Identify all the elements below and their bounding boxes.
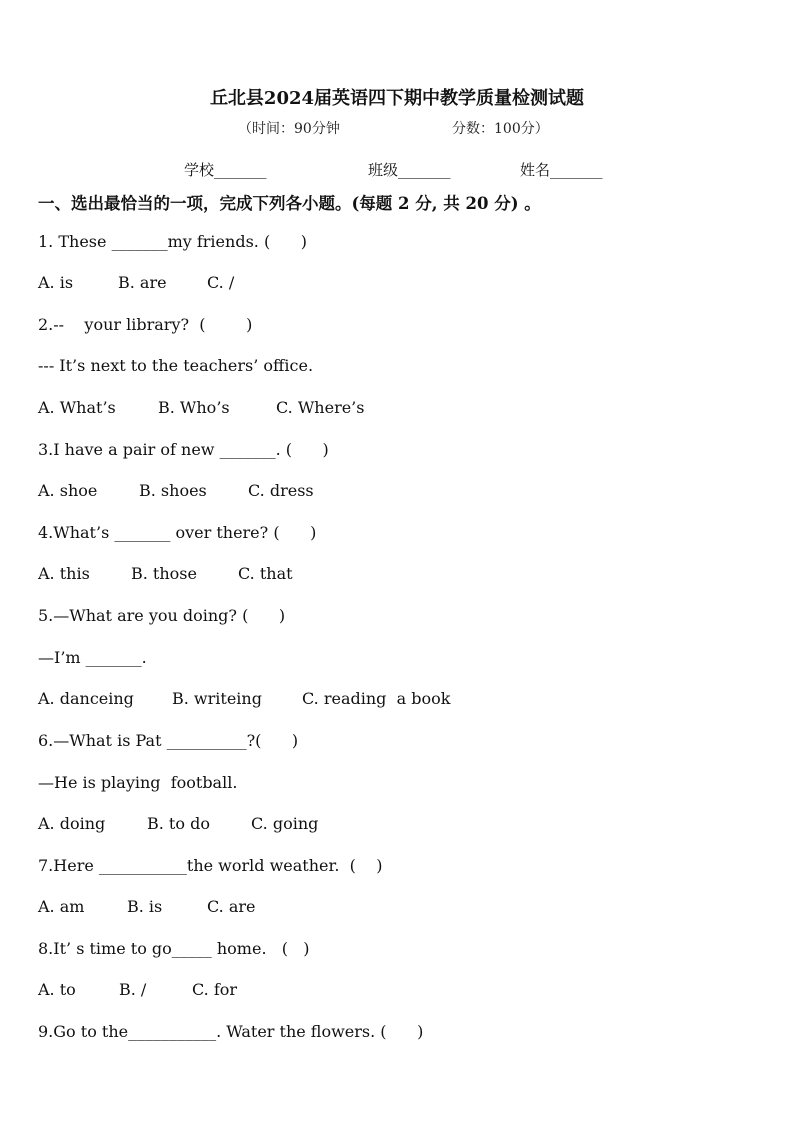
option-c: C. that <box>238 564 293 583</box>
option-a: A. to <box>38 980 76 999</box>
option-b: B. are <box>118 273 167 292</box>
question-9: 9.Go to the___________. Water the flowers. ( ) <box>38 1022 424 1041</box>
option-c: C. dress <box>248 481 314 500</box>
option-a: A. shoe <box>38 481 98 500</box>
question-7-options <box>38 897 778 919</box>
question-2: 2.-- your library? ( ) <box>38 315 253 334</box>
question-1-options <box>38 273 778 295</box>
question-4: 4.What’s _______ over there? ( ) <box>38 523 317 542</box>
option-c: C. for <box>192 980 238 999</box>
option-a: A. doing <box>38 814 106 833</box>
exam-info <box>0 118 794 138</box>
question-3: 3.I have a pair of new _______. ( ) <box>38 440 329 459</box>
question-2-answer-line: --- It’s next to the teachers’ office. <box>38 356 314 375</box>
option-a: A. What’s <box>38 398 116 417</box>
question-8: 8.It’ s time to go_____ home. ( ) <box>38 939 310 958</box>
section-heading: 一、选出最恰当的一项，完成下列各小题。(每题 2 分, 共 20 分) 。 <box>38 194 541 213</box>
option-c: C. Where’s <box>276 398 365 417</box>
option-a: A. am <box>38 897 85 916</box>
question-8-options <box>38 980 778 1002</box>
option-a: A. this <box>38 564 90 583</box>
option-b: B. to do <box>147 814 210 833</box>
option-b: B. / <box>119 980 147 999</box>
question-6-answer-line: —He is playing football. <box>38 773 238 792</box>
question-6: 6.—What is Pat __________?( ) <box>38 731 299 750</box>
question-1: 1. These _______my friends. ( ) <box>38 232 307 251</box>
question-5-options <box>38 689 778 711</box>
question-3-options <box>38 481 778 503</box>
time-limit: （时间：90分钟 <box>238 121 340 137</box>
school-field: 学校_______ <box>184 161 267 179</box>
total-score: 分数：100分） <box>452 121 549 137</box>
class-field: 班级_______ <box>368 161 451 179</box>
question-2-options <box>38 398 778 420</box>
question-7: 7.Here ___________the world weather. ( ) <box>38 856 383 875</box>
option-c: C. going <box>251 814 319 833</box>
option-b: B. is <box>127 897 163 916</box>
question-5-answer-line: —I’m _______. <box>38 648 147 667</box>
question-6-options <box>38 814 778 836</box>
option-b: B. shoes <box>139 481 207 500</box>
option-c: C. / <box>207 273 235 292</box>
option-b: B. writeing <box>172 689 262 708</box>
page-title: 丘北县2024届英语四下期中教学质量检测试题 <box>209 88 585 109</box>
option-a: A. is <box>38 273 74 292</box>
question-4-options <box>38 564 778 586</box>
option-a: A. danceing <box>38 689 134 708</box>
option-b: B. those <box>131 564 197 583</box>
student-info <box>0 159 794 179</box>
option-c: C. reading a book <box>302 689 451 708</box>
name-field: 姓名_______ <box>520 161 603 179</box>
option-c: C. are <box>207 897 256 916</box>
option-b: B. Who’s <box>158 398 230 417</box>
question-5: 5.—What are you doing? ( ) <box>38 606 286 625</box>
